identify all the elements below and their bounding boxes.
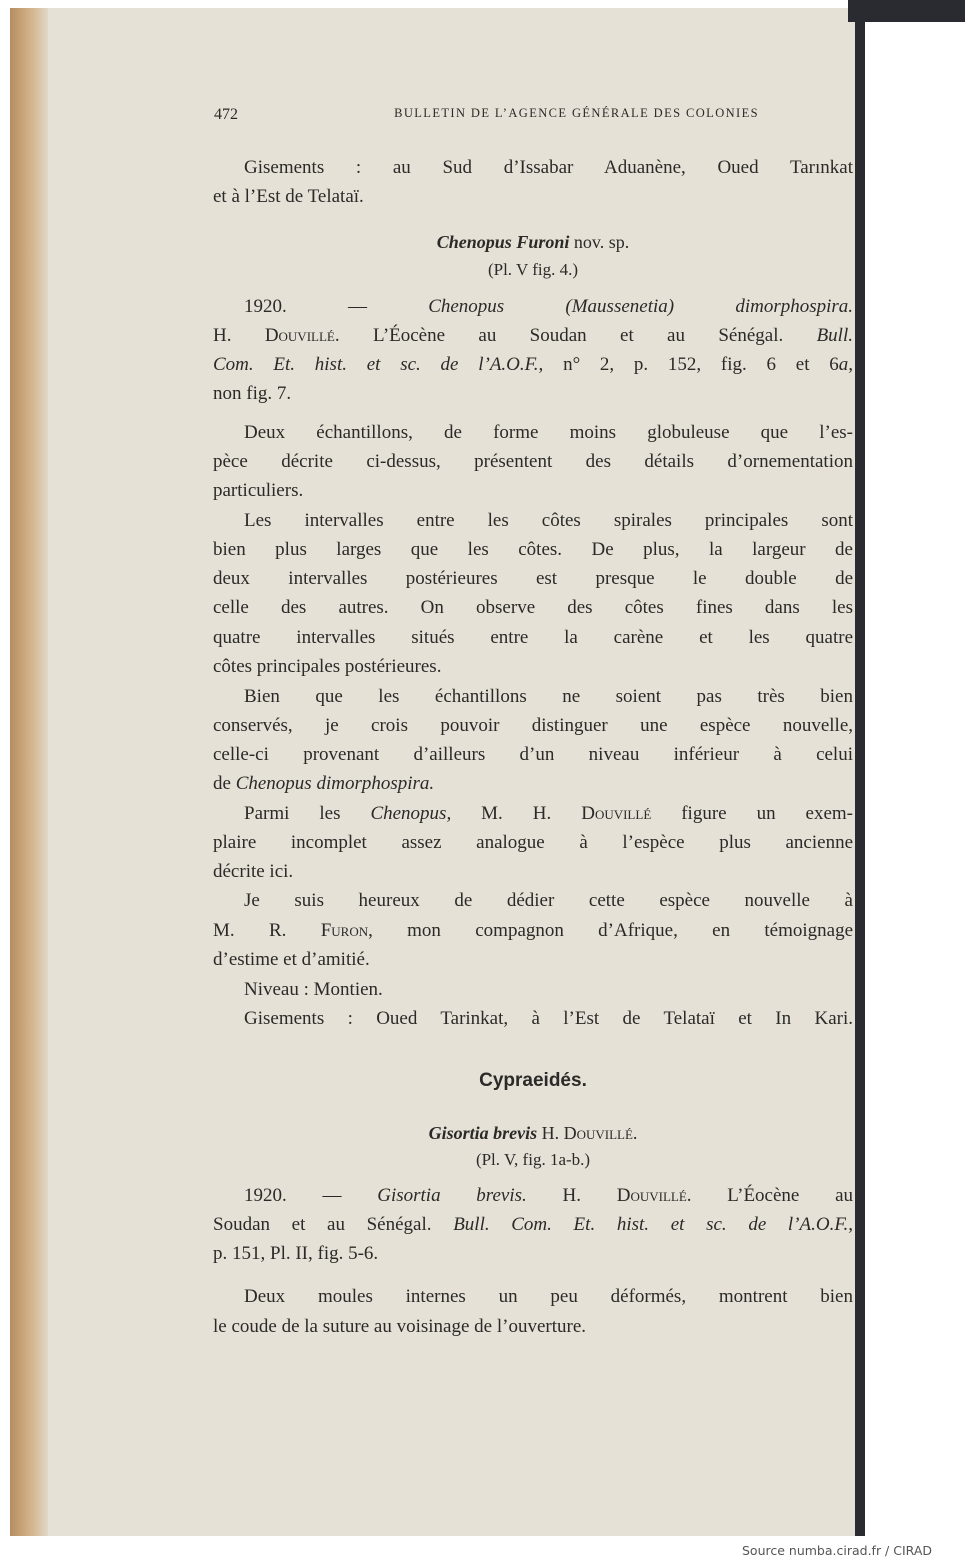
- ref-text: n° 2, p. 152, fig. 6 et 6a,: [563, 354, 854, 375]
- section-title: Cypraeidés.: [479, 1070, 587, 1091]
- ref-text: L’Éocène au Soudan et au Sénégal.: [372, 325, 784, 346]
- ref-journal: Com. Et. hist. et sc. de l’A.O.F.,: [213, 354, 544, 375]
- text-line: [213, 916, 853, 945]
- text-span: figure un exem-: [681, 803, 854, 824]
- author-name: Douvillé.: [563, 1123, 638, 1143]
- ref-journal: Bull. Com. Et. hist. et sc. de l’A.O.F.,: [453, 1214, 853, 1235]
- text-span: mon compagnon d’Afrique, en témoignage: [407, 920, 854, 941]
- species-heading: [213, 232, 853, 253]
- ref-author: Douvillé.: [616, 1185, 692, 1206]
- running-head: [214, 106, 759, 124]
- author-name: Douvillé: [581, 803, 652, 824]
- text-span: de: [213, 773, 231, 794]
- taxon-name: Chenopus dimorphospira.: [235, 773, 435, 794]
- author-initial: H.: [562, 1185, 581, 1206]
- text-line: Deux moules internes un peu déformés, montrent bien: [244, 1286, 853, 1307]
- text-line: pèce décrite ci-dessus, présentent des détails d’ornementation: [213, 451, 853, 472]
- species-heading: [213, 1123, 853, 1144]
- text-line: décrite ici.: [213, 861, 294, 882]
- ref-taxon: Gisortia brevis.: [377, 1185, 527, 1206]
- author-name: Furon,: [320, 920, 373, 941]
- source-credit: Source numba.cirad.fr / CIRAD: [742, 1543, 933, 1558]
- text-span: M. H.: [481, 803, 552, 824]
- gisements-line: Gisements : Oued Tarinkat, à l’Est de Telataï et In Kari.: [244, 1008, 853, 1029]
- running-title: BULLETIN DE L’AGENCE GÉNÉRALE DES COLONIES: [394, 106, 759, 120]
- reference-line: [213, 321, 853, 350]
- reference-line: [213, 1210, 853, 1239]
- text-line: celle des autres. On observe des côtes fines dans les: [213, 597, 853, 618]
- niveau-line: Niveau : Montien.: [244, 979, 383, 1000]
- reference-line: [244, 292, 853, 321]
- text-line: celle-ci provenant d’ailleurs d’un niveau inférieur à celui: [213, 744, 853, 765]
- text-line: Gisements : au Sud d’Issabar Aduanène, Oued Tarınkat: [244, 157, 853, 178]
- ref-year: 1920. —: [244, 1185, 342, 1206]
- reference-line: p. 151, Pl. II, fig. 5-6.: [213, 1243, 379, 1264]
- text-line: Les intervalles entre les côtes spirales principales sont: [244, 510, 853, 531]
- text-line: le coude de la suture au voisinage de l’ouverture.: [213, 1316, 586, 1337]
- ref-text: Soudan et au Sénégal.: [213, 1214, 432, 1235]
- text-line: Bien que les échantillons ne soient pas très bien: [244, 686, 853, 707]
- reference-line: non fig. 7.: [213, 383, 292, 404]
- taxon-name: Chenopus,: [370, 803, 452, 824]
- ref-taxon: Chenopus: [428, 296, 505, 317]
- ref-journal: Bull.: [816, 325, 853, 346]
- ref-author: H. Douvillé.: [213, 325, 340, 346]
- author-initial: H.: [541, 1123, 560, 1143]
- text-line: Deux échantillons, de forme moins globuleuse que l’es-: [244, 422, 853, 443]
- text-line: d’estime et d’amitié.: [213, 949, 370, 970]
- text-line: [244, 799, 853, 828]
- ref-year: 1920. —: [244, 296, 367, 317]
- reference-line: [213, 350, 853, 379]
- text-line: conservés, je crois pouvoir distinguer une espèce nouvelle,: [213, 715, 853, 736]
- species-name: Chenopus Furoni: [436, 232, 570, 252]
- text-line: deux intervalles postérieures est presque le double de: [213, 568, 853, 589]
- species-suffix: nov. sp.: [573, 232, 630, 252]
- page-number: 472: [214, 106, 238, 123]
- ref-taxon: dimorphospira.: [735, 296, 854, 317]
- plate-reference: (Pl. V fig. 4.): [487, 260, 579, 279]
- text-line: côtes principales postérieures.: [213, 656, 442, 677]
- text-line: Je suis heureux de dédier cette espèce nouvelle à: [244, 890, 853, 911]
- ref-taxon: (Maussenetia): [565, 296, 675, 317]
- text-line: quatre intervalles situés entre la carène et les quatre: [213, 627, 853, 648]
- text-line: et à l’Est de Telataï.: [213, 186, 364, 207]
- plate-reference: (Pl. V, fig. 1a-b.): [475, 1150, 591, 1169]
- text-line: particuliers.: [213, 480, 304, 501]
- text-line: plaire incomplet assez analogue à l’espèce plus ancienne: [213, 832, 853, 853]
- text-span: M. R.: [213, 920, 287, 941]
- ref-text: L’Éocène au: [727, 1185, 854, 1206]
- reference-line: [244, 1181, 853, 1210]
- text-span: Parmi les: [244, 803, 341, 824]
- text-line: [213, 769, 853, 798]
- text-line: bien plus larges que les côtes. De plus, la largeur de: [213, 539, 853, 560]
- species-name: Gisortia brevis: [428, 1123, 538, 1143]
